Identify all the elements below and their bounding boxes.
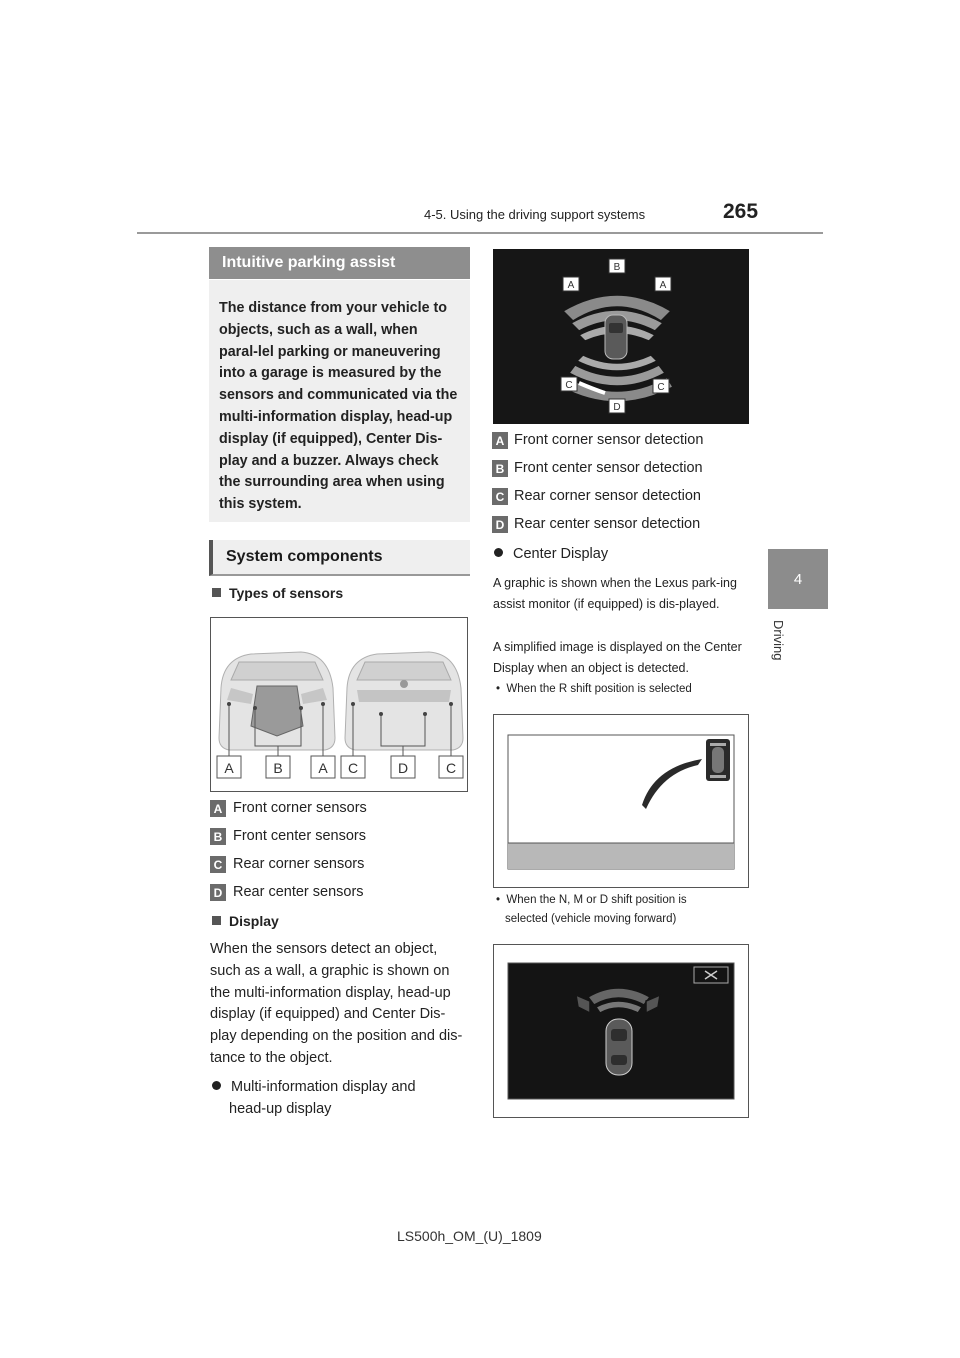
sensor-legend-item [210,828,226,845]
rear-camera-display [494,715,748,887]
figure-label: A [567,280,575,291]
detection-legend-item [492,488,508,505]
subheading-text: Display [229,913,279,929]
bullet-center-display [494,544,608,566]
bullet-multi-info [212,1077,468,1099]
section-title: 4-5. Using the driving support systems [424,207,646,222]
legend-text: Front center sensors [233,828,366,844]
subheading-types [212,585,343,601]
front-car-icon [219,652,335,750]
legend-letter: D [210,884,226,901]
r-position-figure [493,714,749,888]
detection-legend-item [492,516,508,533]
figure-label: B [613,262,621,273]
center-display-para2: A simplified image is displayed on the Center Display when an object is detected. [493,640,742,675]
figure-label: C [657,382,665,393]
car-sensors-illustration [211,618,467,791]
bullet-dot-icon [494,548,503,557]
legend-letter: D [492,516,508,533]
section-heading-text: System components [226,548,383,565]
callout-label: B [273,760,283,776]
callout-label: C [347,760,359,776]
callout-label: A [224,760,234,776]
legend-letter: C [210,856,226,873]
header-rule [137,232,823,234]
section-heading-parking-assist [209,247,470,279]
legend-letter: A [210,800,226,817]
note-text-cont: selected (vehicle moving forward) [505,913,677,925]
legend-text: Front corner sensor detection [514,432,704,448]
square-bullet-icon [212,916,221,925]
car-top-icon [605,315,627,359]
callout-boxes [217,756,463,778]
legend-letter: B [210,828,226,845]
chapter-tab[interactable] [768,549,828,609]
sensor-legend-item [210,856,226,873]
figure-label: A [659,280,667,291]
callout-label: D [397,760,409,776]
display-paragraph: When the sensors detect an object, such as a wall, a graphic is shown on the multi-information display, head-up display (if equipped) and Center Dis-play depending on the position and dis-tance to the object. [210,941,463,1066]
bullet-text: Multi-information display and [231,1079,416,1095]
rear-car-icon [345,652,463,750]
callout-label: C [445,760,457,776]
sensor-location-figure [210,617,468,792]
figure-label: C [565,380,573,391]
legend-text: Front center sensor detection [514,460,703,476]
subheading-display [212,913,279,929]
note-text: When the R shift position is selected [506,683,692,695]
mid-sensor-graphic [493,249,749,424]
section-heading-text: Intuitive parking assist [222,254,396,271]
legend-text: Rear center sensors [233,884,364,900]
callout-label: A [318,760,328,776]
sensor-legend-item [210,884,226,901]
intro-text: The distance from your vehicle to objects, such as a wall, when paral-lel parking or maneuvering into a garage is measured by the sensors and communicated via the multi-information display, head-up display (if equipped), Center Dis-play and a buzzer. Always check the surrounding area when using this system. [219,300,458,513]
ground-band [508,843,734,869]
legend-text: Rear center sensor detection [514,516,701,532]
square-bullet-icon [212,588,221,597]
bullet-text: Center Display [513,546,609,562]
figure-label: D [613,402,621,413]
legend-text: Rear corner sensor detection [514,488,701,504]
legend-letter: B [492,460,508,477]
legend-letter: C [492,488,508,505]
car-top-icon [606,1019,632,1075]
chapter-number: 4 [793,570,803,588]
detection-legend-item [492,432,508,449]
forward-display [494,945,748,1117]
subheading-text: Types of sensors [229,585,344,601]
note-r-position: • When the R shift position is selected [496,683,692,695]
bullet-dot-icon [212,1081,221,1090]
legend-letter: A [492,432,508,449]
mid-display-figure [493,249,749,424]
bullet-text-cont: head-up display [229,1101,332,1117]
legend-text: Front corner sensors [233,800,367,816]
forward-position-figure [493,944,749,1118]
sensor-legend-item [210,800,226,817]
chapter-label: Driving [771,620,786,661]
legend-text: Rear corner sensors [233,856,365,872]
center-display-para1: A graphic is shown when the Lexus park-ing assist monitor (if equipped) is dis-played. [493,576,737,611]
section-heading-components [209,540,470,576]
page-number: 265 [723,200,759,223]
document-footer: LS500h_OM_(U)_1809 [397,1228,542,1244]
note-n-m-d-position: • When the N, M or D shift position is [496,894,687,906]
intro-box [209,280,470,522]
detection-legend-item [492,460,508,477]
note-text: When the N, M or D shift position is [506,894,687,906]
